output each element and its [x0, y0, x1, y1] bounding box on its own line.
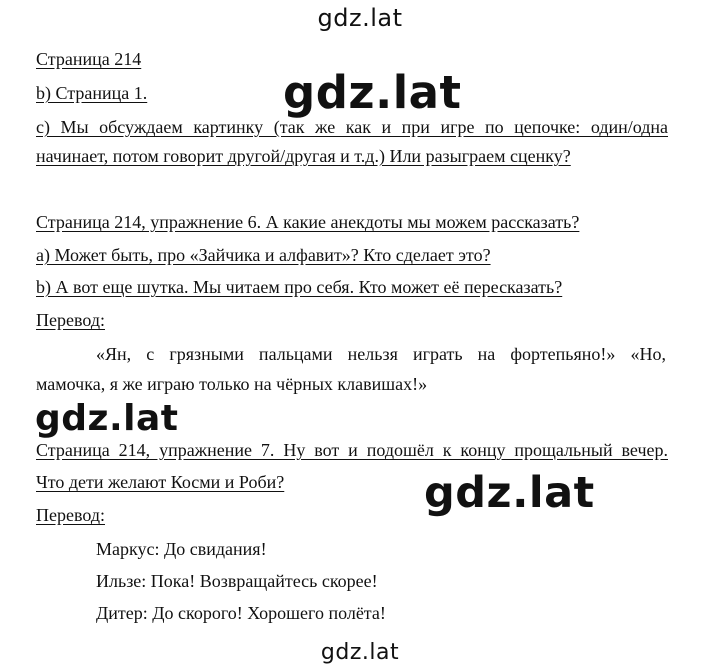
exercise-7-translation-label: Перевод:	[36, 505, 105, 525]
joke-line-2: мамочка, я же играю только на чёрных клавишах!»	[36, 374, 428, 394]
exercise-7-heading-line-1: Страница 214, упражнение 7. Ну вот и подошёл к концу прощальный вечер.	[36, 440, 668, 460]
dialogue-line-dieter: Дитер: До скорого! Хорошего полёта!	[96, 603, 386, 623]
item-b-page: b) Страница 1.	[36, 83, 148, 103]
exercise-6-translation-label: Перевод:	[36, 310, 105, 330]
item-c-line-1: c) Мы обсуждаем картинку (так же как и при игре по цепочке: один/одна	[36, 117, 668, 137]
item-c-line-2: начинает, потом говорит другой/другая и т.д.) Или разыграем сценку?	[36, 146, 571, 166]
exercise-6-heading: Страница 214, упражнение 6. А какие анекдоты мы можем рассказать?	[36, 212, 580, 232]
exercise-6-item-b: b) А вот еще шутка. Мы читаем про себя. Кто может её пересказать?	[36, 277, 563, 297]
watermark-large-2: gdz.lat	[35, 398, 179, 439]
joke-line-1: «Ян, с грязными пальцами нельзя играть на фортепьяно!» «Но,	[96, 344, 666, 364]
watermark-top: gdz.lat	[317, 4, 403, 32]
watermark-large-1: gdz.lat	[283, 66, 462, 119]
exercise-6-item-a: a) Может быть, про «Зайчика и алфавит»? Кто сделает это?	[36, 245, 491, 265]
watermark-large-3: gdz.lat	[424, 468, 595, 518]
page-heading: Страница 214	[36, 49, 142, 69]
exercise-7-heading-line-2: Что дети желают Косми и Роби?	[36, 472, 285, 492]
dialogue-line-markus: Маркус: До свидания!	[96, 539, 267, 559]
dialogue-line-ilze: Ильзе: Пока! Возвращайтесь скорее!	[96, 571, 378, 591]
watermark-bottom: gdz.lat	[320, 640, 400, 665]
